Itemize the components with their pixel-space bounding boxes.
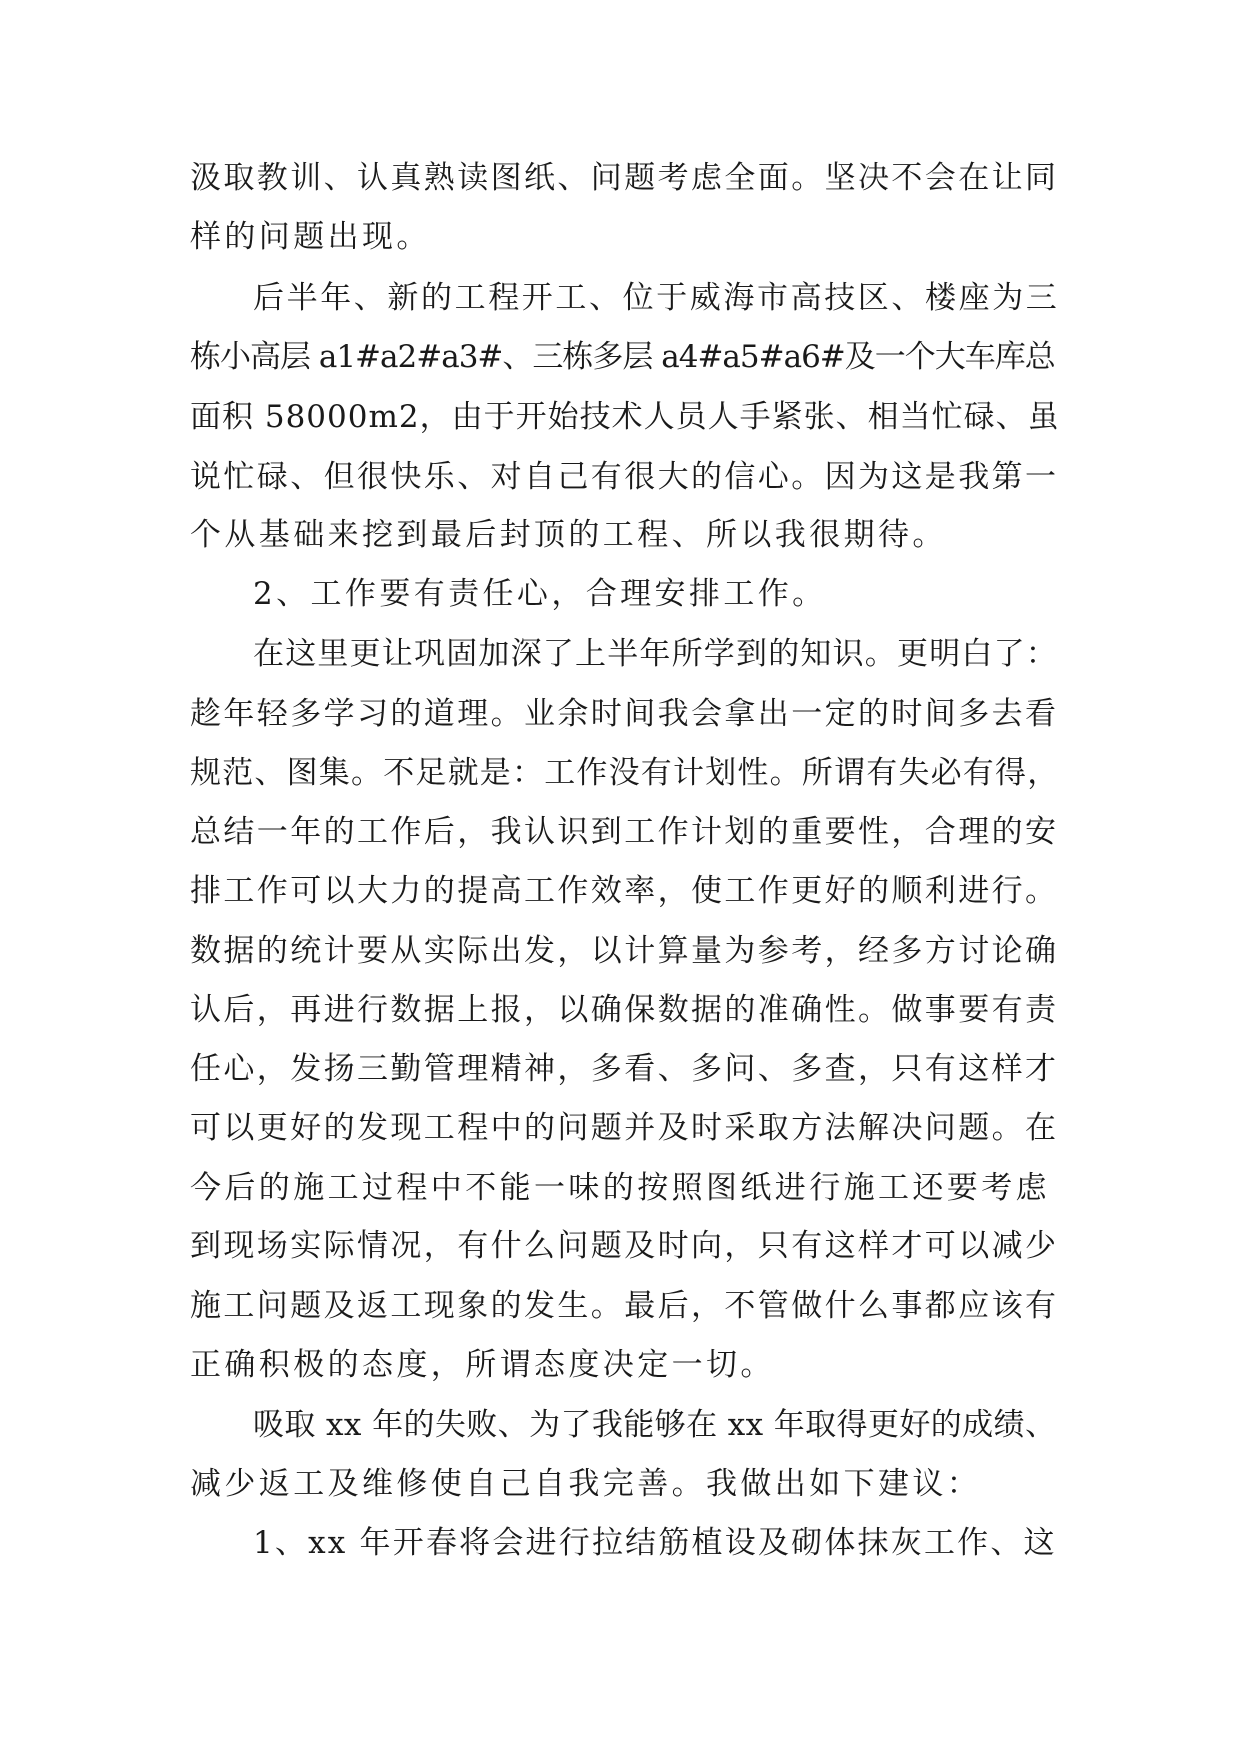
text-line-21: 正确积极的态度，所谓态度决定一切。: [190, 1347, 775, 1383]
text-line-7: 个从基础来挖到最后封顶的工程、所以我很期待。: [190, 517, 947, 553]
text-line-11: 规范、图集。不足就是：工作没有计划性。所谓有失必有得，: [190, 755, 1060, 791]
text-line-4: 栋小高层 a1#a2#a3#、三栋多层 a4#a5#a6#及一个大车库总: [190, 339, 1055, 375]
text-line-14: 数据的统计要从实际出发，以计算量为参考，经多方讨论确: [190, 933, 1059, 969]
text-line-9: 在这里更让巩固加深了上半年所学到的知识。更明白了：: [253, 636, 1058, 672]
text-line-1: 汲取教训、认真熟读图纸、问题考虑全面。坚决不会在让同: [190, 160, 1059, 196]
text-line-16: 任心，发扬三勤管理精神，多看、多问、多查，只有这样才: [190, 1051, 1059, 1087]
text-line-23: 减少返工及维修使自己自我完善。我做出如下建议：: [190, 1466, 982, 1502]
text-line-12: 总结一年的工作后，我认识到工作计划的重要性，合理的安: [190, 814, 1059, 850]
text-line-24: 1、xx 年开春将会进行拉结筋植设及砌体抹灰工作、这: [253, 1525, 1057, 1561]
text-line-17: 可以更好的发现工程中的问题并及时采取方法解决问题。在: [190, 1110, 1059, 1146]
text-line-3: 后半年、新的工程开工、位于威海市高技区、楼座为三: [253, 280, 1060, 316]
text-line-18: 今后的施工过程中不能一味的按照图纸进行施工还要考虑: [190, 1170, 1050, 1206]
text-line-13: 排工作可以大力的提高工作效率，使工作更好的顺利进行。: [190, 873, 1059, 909]
text-line-15: 认后，再进行数据上报，以确保数据的准确性。做事要有责: [190, 992, 1059, 1028]
text-line-19: 到现场实际情况，有什么问题及时向，只有这样才可以减少: [190, 1228, 1059, 1264]
text-line-8: 2、工作要有责任心，合理安排工作。: [253, 576, 827, 612]
text-line-2: 样的问题出现。: [190, 219, 431, 255]
text-line-5: 面积 58000m2，由于开始技术人员人手紧张、相当忙碌、虽: [190, 399, 1060, 435]
text-line-10: 趁年轻多学习的道理。业余时间我会拿出一定的时间多去看: [190, 696, 1059, 732]
text-line-6: 说忙碌、但很快乐、对自己有很大的信心。因为这是我第一: [190, 459, 1059, 495]
text-line-22: 吸取 xx 年的失败、为了我能够在 xx 年取得更好的成绩、: [253, 1407, 1057, 1443]
text-line-20: 施工问题及返工现象的发生。最后，不管做什么事都应该有: [190, 1288, 1059, 1324]
